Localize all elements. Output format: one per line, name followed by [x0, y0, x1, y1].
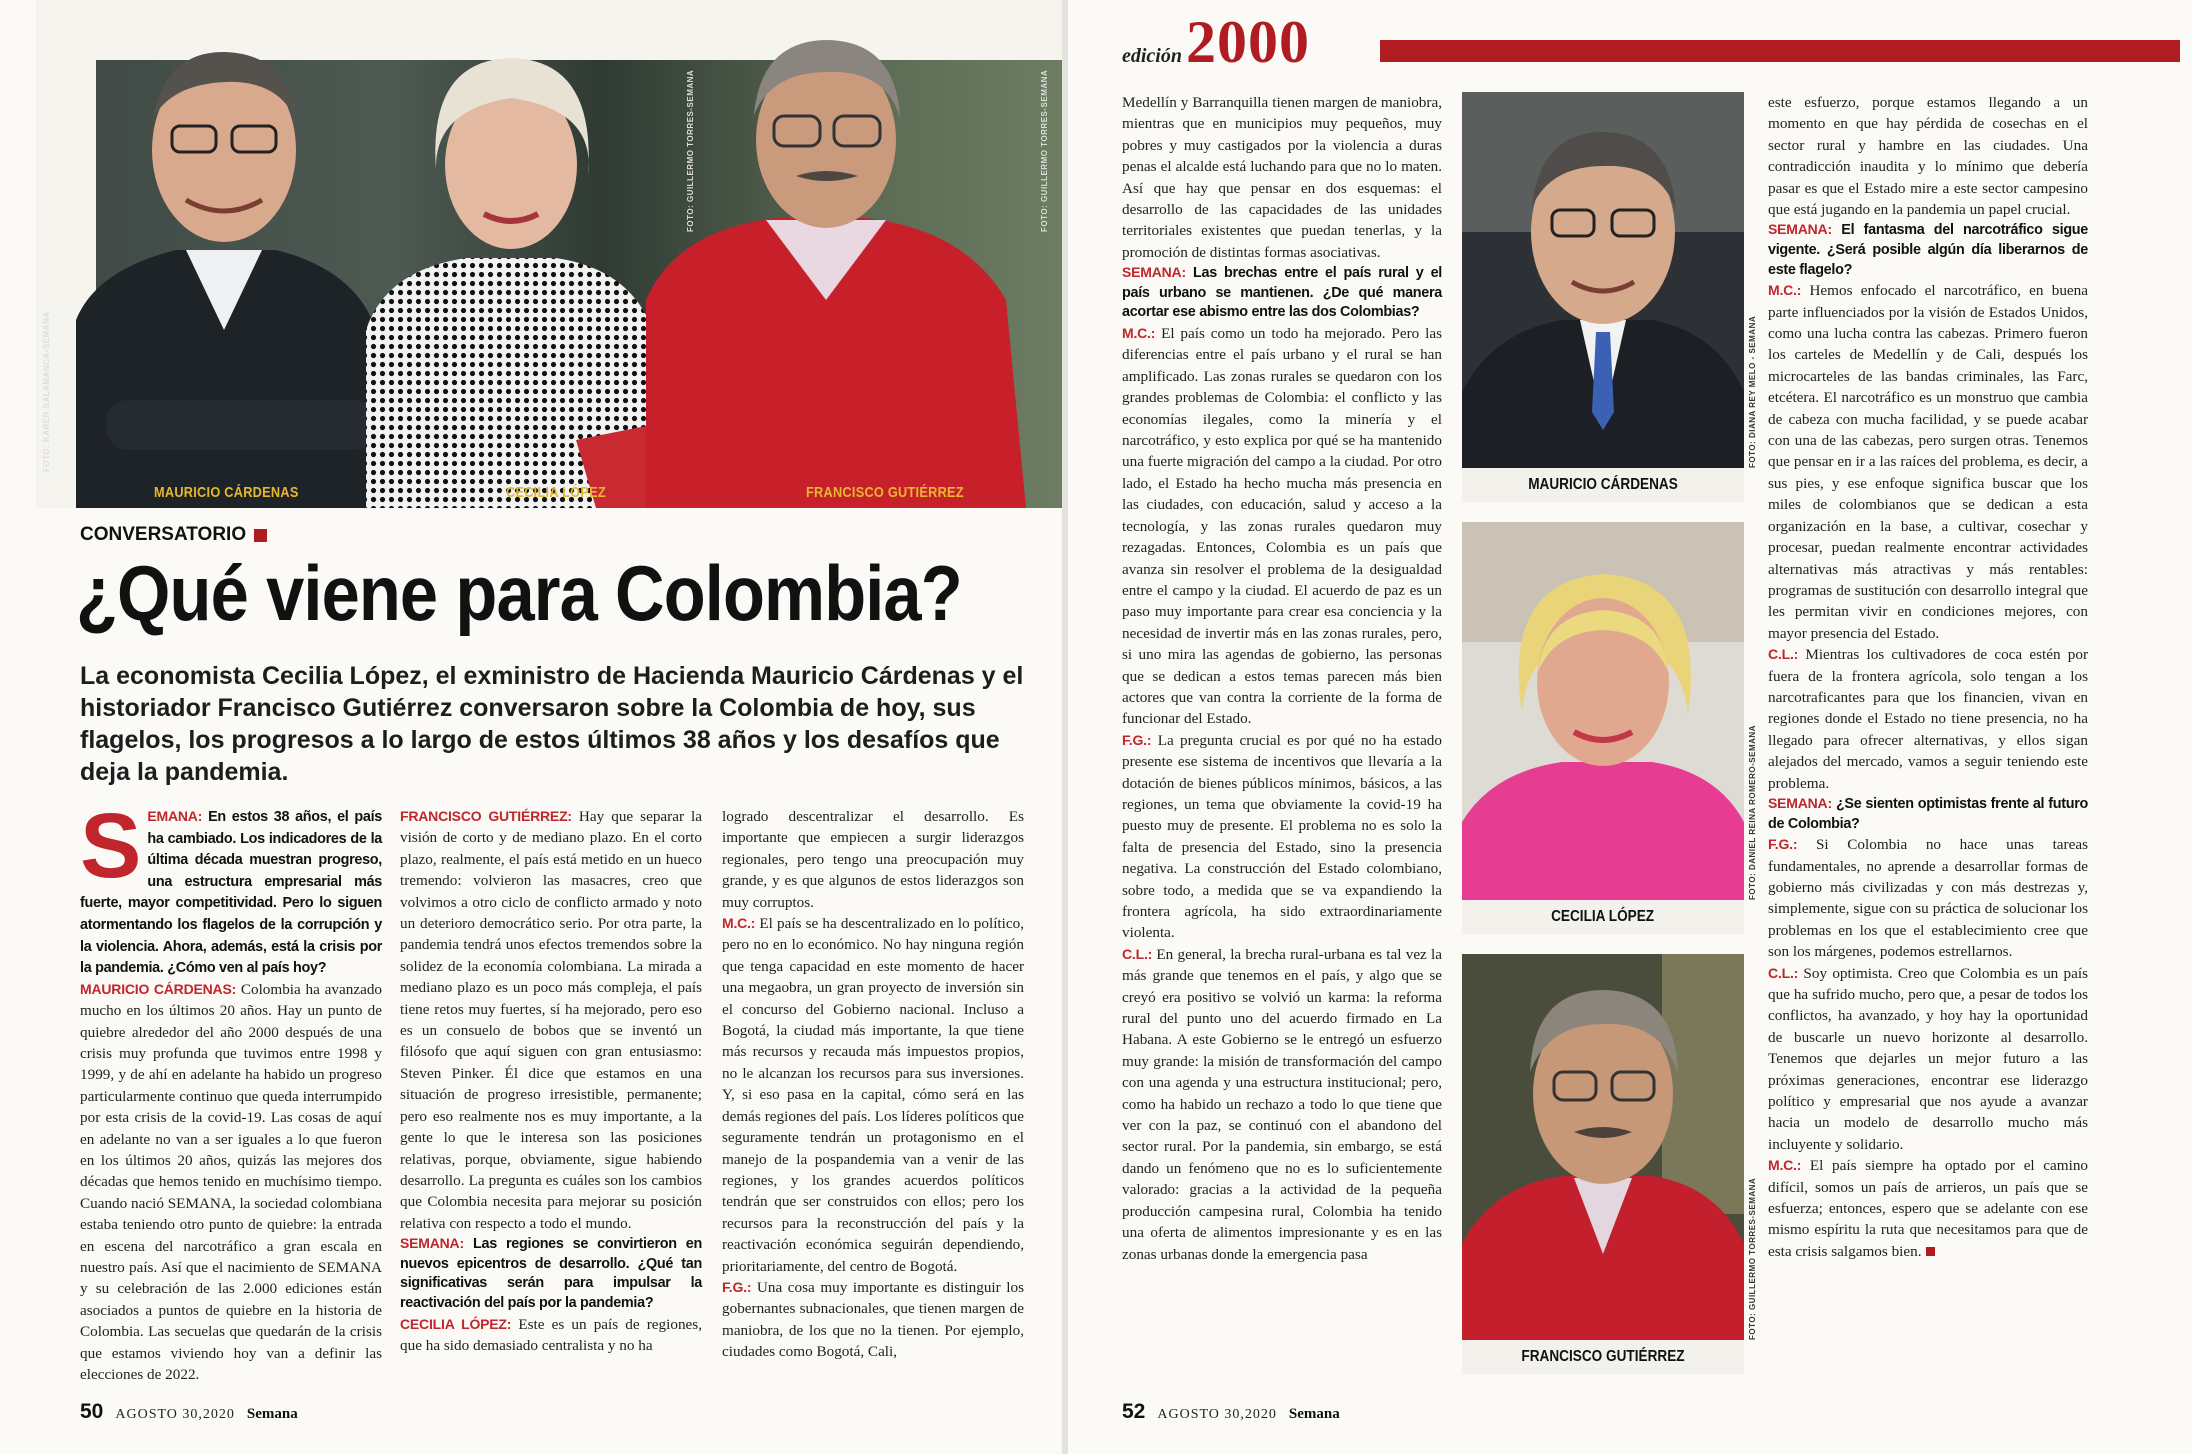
magazine-name: Semana: [1288, 1406, 1340, 1422]
answer-text: Hay que separar la visión de corto y de mediano plazo. En el corto plazo, realmente, el país está metido en un hueco tremendo: volvieron las masacres, creo que volvimos a otro ciclo de conflicto armado y noto un deterioro democrático serio. Por otra parte, la pandemia tendrá unos efectos tremendos sobre la solidez de la economía colombiana. La mirada a mediano plazo es un poco más compleja, el país tiene retos muy fuertes, sí ha mejorado, pero eso es un consuelo de bobos que se inventó un filósofo que aquí siguen con gran entusiasmo: Steven Pinker. Él dice que estamos en una situación de progreso irresistible, permanente; pero eso realmente nos es muy importante, a la gente lo que le interesa son las posiciones relativas, porque, obviamente, sigue habiendo desarrollo. La pregunta es cuáles son los cambios que Colombia necesita para mejorar su posición relativa con respecto a todo el mundo.: [400, 808, 702, 1232]
kicker-label: CONVERSATORIO: [80, 524, 247, 545]
answer-text: En general, la brecha rural-urbana es tal vez la más grande que tenemos en el país, y algo que se creyó era positivo se volvió un karma: la reforma rural del punto uno del acuerdo firmado en La Habana. A este Gobierno se le entregó un esfuerzo muy grande: la misión de transformación del campo con una agenda y una estructura institucional; pero, como ha habido un rechazo a todo lo que tiene que ver con la paz, se continuó con el abandono del sector rural. Por la pandemia, sin embargo, se está dando un fenómeno que no es lo suficientemente valorado: gracias a la actividad de la pequeña producción campesina rural, Colombia ha tenido una oferta de alimentos impresionante y es en las zonas urbanas donde la emergencia pasa: [1122, 945, 1443, 1263]
speaker-label: FRANCISCO GUTIÉRREZ:: [400, 808, 572, 824]
portrait-gutierrez: [1462, 954, 1744, 1374]
page-folio-left: [80, 1400, 298, 1424]
answer-text: El país siempre ha optado por el camino difícil, somos un país de arrieros, un país que se esfuerza; entonces, espero que se adelante con ese mismo espíritu la ruta que necesitamos para que de esta crisis salgamos bien.: [1768, 1157, 2089, 1260]
photo-credit-lopez: FOTO: GUILLERMO TORRES-SEMANA: [686, 69, 695, 232]
right-column-2: [1768, 92, 2088, 1262]
section-kicker: [80, 524, 267, 546]
caption-gutierrez: FRANCISCO GUTIÉRREZ: [806, 484, 964, 501]
question-text: Las regiones se convirtieron en nuevos epicentros de desarrollo. ¿Qué tan significativas serán para impulsar la reactivación del país por la pandemia?: [400, 1236, 703, 1311]
end-mark-icon: [1926, 1247, 1935, 1256]
answer-text: El país se ha descentralizado en lo político, pero no en lo económico. No hay ninguna región que tenga capacidad en este momento de hacer una megaobra, un gran proyecto de inversión sin el concurso del Gobierno nacional. Incluso a Bogotá, la ciudad más importante, la que tiene más recursos y recauda más impuestos propios, no le alcanzan los recursos para sus inversiones. Y, si eso pasa en la capital, cómo será en las demás regiones del país. Los líderes políticos que seguramente tendrán un protagonismo en el manejo de la pospandemia van a venir de las regiones, y los grandes acuerdos políticos tendrán que ser construidos con ellos; pero los recursos para la reconstrucción del país y la reactivación económica seguirán dependiendo, prioritariamente, del centro de Bogotá.: [722, 915, 1025, 1275]
header-red-rule: [1380, 40, 2180, 62]
question-text: ¿Se sienten optimistas frente al futuro de Colombia?: [1768, 795, 2088, 832]
speaker-label: C.L.:: [1768, 646, 1799, 663]
caption-cardenas: MAURICIO CÁRDENAS: [154, 484, 299, 501]
answer-text: La pregunta crucial es por qué no ha estado presente ese sistema de incentivos que llevaría a la dotación de bienes públicos mínimos, básicos, a las regiones, un tema que obviamente la covid-19 ha puesto muy de presente. El problema no es solo la falta de presencia del Estado, sino la presencia negativa. La construcción del Estado colombiano, sobre todo, a medida que se va expandiendo la frontera agrícola, ha sido extraordinariamente violenta.: [1122, 731, 1442, 942]
article-headline: ¿Qué viene para Colombia?: [76, 549, 962, 637]
speaker-label: M.C.:: [722, 915, 756, 932]
hero-photo: [36, 0, 1062, 508]
speaker-label: F.G.:: [722, 1278, 752, 1295]
answer-text: Si Colombia no hace unas tareas fundamentales, no aprende a desarrollar formas de gobierno más civilizadas y con más destrezas y, simplemente, sigue con su práctica de solucionar los problemas en los que el establecimiento cree que son los márgenes, podemos estrellarnos.: [1768, 836, 2088, 961]
photo-credit-gutierrez: FOTO: GUILLERMO TORRES-SEMANA: [1748, 1177, 1757, 1340]
page-number: 52: [1122, 1400, 1146, 1423]
answer-text: Mientras los cultivadores de coca estén por fuera de la frontera agrícola, solo tengan a los narcotraficantes para que los financien, vivan en regiones donde el Estado no tiene presencia, no ha llegado para ofrecer alternativas, y ellos sigan alejados del mercado, vamos a seguir teniendo este problema.: [1768, 646, 2089, 792]
speaker-label: M.C.:: [1122, 325, 1156, 342]
speaker-label: CECILIA LÓPEZ:: [400, 1315, 512, 1332]
issue-date: AGOSTO 30,2020: [115, 1407, 235, 1422]
red-square-icon: [254, 529, 267, 542]
question-text: En estos 38 años, el país ha cambiado. Los indicadores de la última década muestran progreso, una estructura empresarial más fuerte, mayor competitividad. Pero lo siguen atormentando los flagelos de la corrupción y la violencia. Ahora, además, está la crisis por la pandemia. ¿Cómo ven al país hoy?: [80, 809, 382, 977]
question-text: Las brechas entre el país rural y el país urbano se mantienen. ¿De qué manera acortar ese abismo entre las dos Colombias?: [1122, 265, 1442, 321]
speaker-label: M.C.:: [1768, 282, 1802, 299]
portrait-cardenas: [1462, 92, 1744, 502]
speaker-label: M.C.:: [1768, 1157, 1802, 1174]
answer-text: Una cosa muy importante es distinguir los gobernantes subnacionales, que tienen margen de maniobra, de los que no la tienen. Por ejemplo, ciudades como Bogotá, Cali,: [722, 1278, 1025, 1361]
answer-text: Colombia ha avanzado mucho en los últimos 20 años. Hay un punto de quiebre alrededor del año 2000 después de una crisis muy profunda que tuvimos entre 1998 y 1999, y de ahí en adelante ha habido un progreso particularmente continuo que queda interrumpido por esta crisis de la covid-19. Las cosas de aquí en adelante no van a ser iguales a lo que fueron en los últimos 20 años, quizás las mejores dos décadas que hemos tenido en muchísimo tiempo. Cuando nació SEMANA, la sociedad colombiana estaba teniendo otro punto de quiebre: la entrada en escena del narcotráfico a gran escala en nuestro país. Así que el nacimiento de SEMANA y su celebración de las 2.000 ediciones están asociados a puntos de quiebre en la historia de Colombia. Las secuelas que quedarán de la crisis que estamos viviendo hoy van a definir las elecciones de 2022.: [80, 980, 383, 1384]
photo-credit-cardenas: FOTO: KAREN SALAMANCA-SEMANA: [42, 311, 51, 472]
magazine-name: Semana: [246, 1406, 298, 1422]
speaker-label: SEMANA:: [1122, 264, 1186, 281]
speaker-label: C.L.:: [1122, 945, 1153, 962]
question-text: El fantasma del narcotráfico sigue vigente. ¿Será posible algún día liberarnos de este flagelo?: [1768, 222, 2089, 278]
dropcap: S: [80, 795, 142, 897]
speaker-label: SEMANA:: [1768, 221, 1832, 238]
photo-caption: [1462, 900, 1744, 934]
right-page: [1068, 0, 2192, 1454]
paragraph: Medellín y Barranquilla tienen margen de maniobra, mientras que en municipios muy pequeños, muy pobres y muy castigados por la violencia a duras penas el alcalde está luchando para que no lo maten. Así que hay que pensar en dos esquemas: el desarrollo de las capacidades de las unidades territoriales existentes que puedan tenerlas, y la promoción de distintas formas asociativas.: [1122, 94, 1442, 261]
speaker-label: SEMANA:: [400, 1235, 464, 1252]
speaker-label: MAURICIO CÁRDENAS:: [80, 980, 237, 997]
answer-text: El país como un todo ha mejorado. Pero las diferencias entre el país urbano y el rural se han amplificado. Las zonas rurales se quedaron con los grandes problemas de Colombia: el conflicto y las economías ilegales, como la minería y el narcotráfico, y esto explica por qué se ha mantenido una fuerte migración del campo a la ciudad. Por otro lado, el Estado ha hecho mucha más presencia en las ciudades, con educación, salud y acceso a la tecnología, y las zonas rurales quedaron muy rezagadas. Entonces, Colombia es un país que avanza sin resolver el problema de la desigualdad entre el campo y la ciudad. El acuerdo de paz es un paso muy importante para crear esa conciencia y la necesidad de invertir más en las zonas rurales, pero, si uno mira las agendas de gobierno, las personas que se dedican a estos temas parecen más bien actores que van contra la corriente de la forma de funcionar del Estado.: [1122, 325, 1442, 728]
photo-lopez: [1462, 522, 1744, 934]
speaker-label: F.G.:: [1122, 731, 1152, 748]
speaker-label: F.G.:: [1768, 836, 1798, 853]
speaker-label: EMANA:: [147, 808, 203, 824]
speaker-label: C.L.:: [1768, 964, 1799, 981]
caption-cardenas: MAURICIO CÁRDENAS: [1528, 476, 1678, 493]
paragraph: este esfuerzo, porque estamos llegando a un momento en que hay pérdida de cosechas en el sector rural y hambre en las ciudades. Una contradicción inaudita y lo mínimo que debería pasar es que el Estado mire a este sector campesino que está jugando en la pandemia un papel crucial.: [1768, 94, 2088, 219]
photo-credit-gutierrez: FOTO: GUILLERMO TORRES-SEMANA: [1040, 69, 1049, 232]
article-deck: La economista Cecilia López, el exministro de Hacienda Mauricio Cárdenas y el historiador Francisco Gutiérrez conversaron sobre la Colombia de hoy, sus flagelos, los progresos a lo largo de estos últimos 38 años y los desafíos que deja la pandemia.: [80, 662, 1024, 786]
page-folio-right: [1122, 1400, 1340, 1424]
speaker-label: SEMANA:: [1768, 794, 1832, 811]
caption-lopez: CECILIA LÓPEZ: [506, 484, 606, 501]
caption-gutierrez: FRANCISCO GUTIÉRREZ: [1521, 1348, 1685, 1365]
answer-text: Hemos enfocado el narcotráfico, en buena parte influenciados por la visión de Estados Unidos, como una lucha contra las cabezas. Primero fueron los carteles de Medellín y de Cali, después los microcarteles de las bandas criminales, las Farc, etcétera. El narcotráfico es un monstruo que cambia de cabeza con mucha facilidad, y se puede acabar con una de las cabezas, pero surgen otras. Tenemos que pensar en ir a las raíces del problema, es decir, a sus pies, y ese enfoque significa buscar que los miles de colombianos que se dedican a esta organización en la base, a cultivar, cosechar y procesar, puedan realmente encontrar actividades alternativas más atractivas y más rentables: programas de sustitución con desarrollo integral que les permitan vivir en condiciones mejores, con mayor presencia del Estado.: [1768, 282, 2088, 642]
caption-lopez: CECILIA LÓPEZ: [1551, 908, 1655, 925]
edition-word: edición: [1122, 45, 1182, 67]
left-column-2: [400, 806, 702, 1356]
photo-credit-cardenas: FOTO: DIANA REY MELO - SEMANA: [1748, 315, 1757, 468]
left-column-1: [80, 795, 383, 1385]
left-column-3: [722, 806, 1024, 1363]
photo-cardenas: [1462, 92, 1744, 502]
edition-year: 2000: [1186, 9, 1310, 75]
page-number: 50: [80, 1400, 104, 1423]
edition-header: [1122, 9, 1310, 75]
answer-text: Este es un país de regiones, que ha sido demasiado centralista y no ha: [400, 1315, 702, 1354]
portrait-lopez: [1462, 522, 1744, 934]
right-column-1: [1122, 92, 1442, 1265]
left-page: [0, 0, 1062, 1454]
paragraph: logrado descentralizar el desarrollo. Es importante que empiecen a surgir liderazgos regionales, pero tengo una preocupación muy grande, y es que algunos de estos liderazgos son muy corruptos.: [722, 808, 1024, 911]
hero-photo-graphic: [36, 0, 1062, 508]
issue-date: AGOSTO 30,2020: [1157, 1407, 1277, 1422]
photo-gutierrez: [1462, 954, 1744, 1374]
photo-credit-lopez: FOTO: DANIEL REINA ROMERO-SEMANA: [1748, 725, 1757, 900]
answer-text: Soy optimista. Creo que Colombia es un país que ha sufrido mucho, pero que, a pesar de todos los conflictos, ha avanzado, y hoy hay la oportunidad de buscarle un nuevo horizonte al desarrollo. Tenemos que dejarles un mejor futuro a las próximas generaciones, encontrar ese liderazgo político y empresarial que nos ayude a avanzar hacia un modelo de desarrollo mucho más incluyente y solidario.: [1768, 964, 2089, 1153]
photo-caption: [1462, 1340, 1744, 1374]
photo-caption: [1462, 468, 1744, 502]
